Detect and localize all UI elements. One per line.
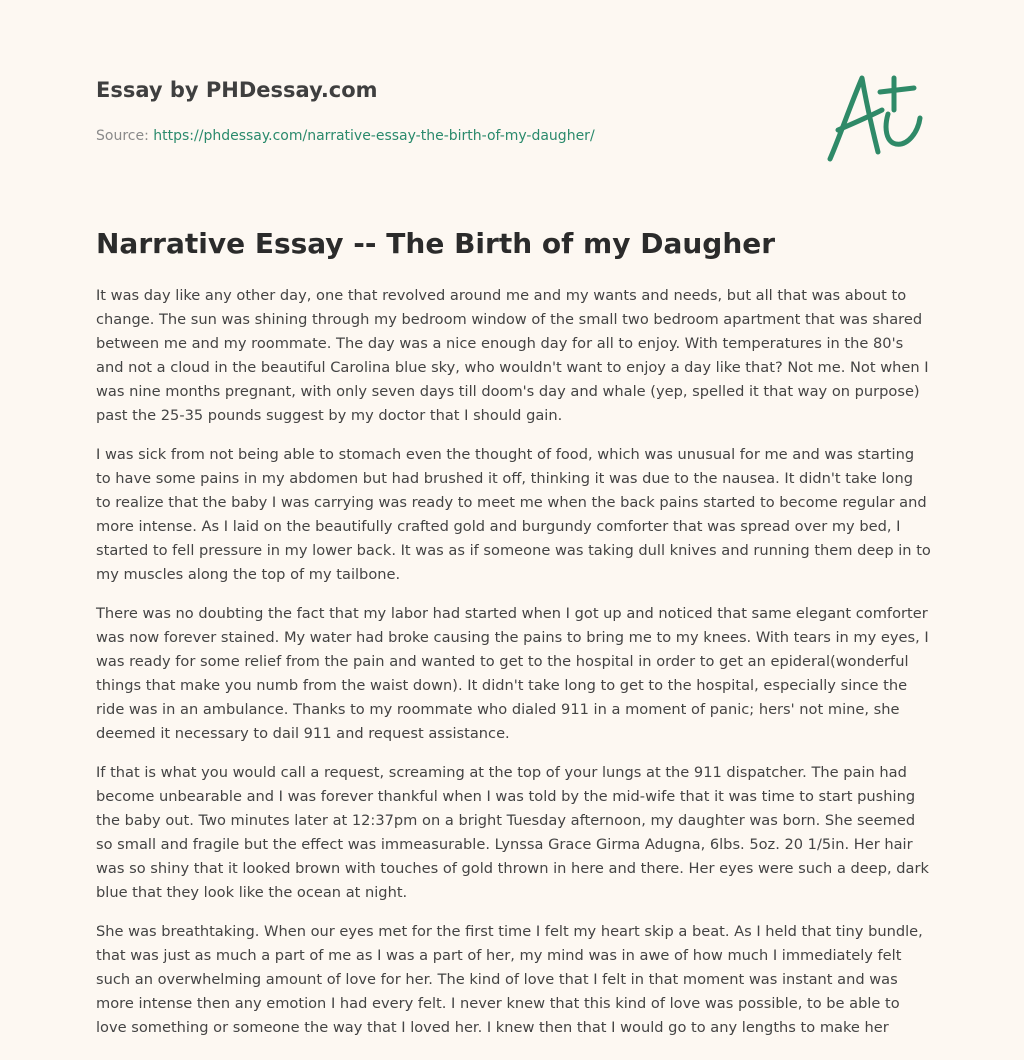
source-line bbox=[96, 126, 736, 146]
essay-body bbox=[96, 284, 932, 1055]
essay-header bbox=[96, 76, 736, 146]
essay-paragraph: She was breathtaking. When our eyes met for the first time I felt my heart skip a beat. As I held that tiny bundle, that was just as much a part of me as I was a part of her, my mind was in awe of how much I immediately felt such an overwhelming amount of love for her. The kind of love that I felt in that moment was instant and was more intense then any emotion I had every felt. I never knew that this kind of love was possible, to be able to love something or someone the way that I loved her. I knew then that I would go to any lengths to make her bbox=[96, 923, 923, 1036]
a-plus-grade-icon bbox=[822, 66, 932, 166]
source-link[interactable]: https://phdessay.com/narrative-essay-the-birth-of-my-daugher/ bbox=[153, 128, 595, 144]
essay-paragraph: I was sick from not being able to stomach even the thought of food, which was unusual for me and was starting to have some pains in my abdomen but had brushed it off, thinking it was due to the nausea. It didn't take long to realize that the baby I was carrying was ready to meet me when the back pains started to become regular and more intense. As I laid on the beautifully crafted gold and burgundy comforter that was spread over my bed, I started to fell pressure in my lower back. It was as if someone was taking dull knives and running them deep in to my muscles along the top of my tailbone. bbox=[96, 446, 931, 583]
source-label: Source: bbox=[96, 128, 149, 144]
essay-paragraph: There was no doubting the fact that my labor had started when I got up and noticed that same elegant comforter was now forever stained. My water had broke causing the pains to bring me to my knees. With tears in my eyes, I was ready for some relief from the pain and wanted to get to the hospital in order to get an epideral(wonderful things that make you numb from the waist down). It didn't take long to get to the hospital, especially since the ride was in an ambulance. Thanks to my roommate who dialed 911 in a moment of panic; hers' not mine, she deemed it necessary to dail 911 and request assistance. bbox=[96, 605, 929, 742]
site-brand: Essay by PHDessay.com bbox=[96, 78, 378, 102]
essay-paragraph: If that is what you would call a request, screaming at the top of your lungs at the 911 dispatcher. The pain had become unbearable and I was forever thankful when I was told by the mid-wife that it was time to start pushing the baby out. Two minutes later at 12:37pm on a bright Tuesday afternoon, my daughter was born. She seemed so small and fragile but the effect was immeasurable. Lynssa Grace Girma Adugna, 6lbs. 5oz. 20 1/5in. Her hair was so shiny that it looked brown with touches of gold thrown in here and there. Her eyes were such a deep, dark blue that they look like the ocean at night. bbox=[96, 764, 929, 901]
essay-paragraph: It was day like any other day, one that revolved around me and my wants and needs, but all that was about to change. The sun was shining through my bedroom window of the small two bedroom apartment that was shared between me and my roommate. The day was a nice enough day for all to enjoy. With temperatures in the 80's and not a cloud in the beautiful Carolina blue sky, who wouldn't want to enjoy a day like that? Not me. Not when I was nine months pregnant, with only seven days till doom's day and whale (yep, spelled it that way on purpose) past the 25-35 pounds suggest by my doctor that I should gain. bbox=[96, 287, 929, 424]
essay-title: Narrative Essay -- The Birth of my Daugher bbox=[96, 227, 776, 260]
